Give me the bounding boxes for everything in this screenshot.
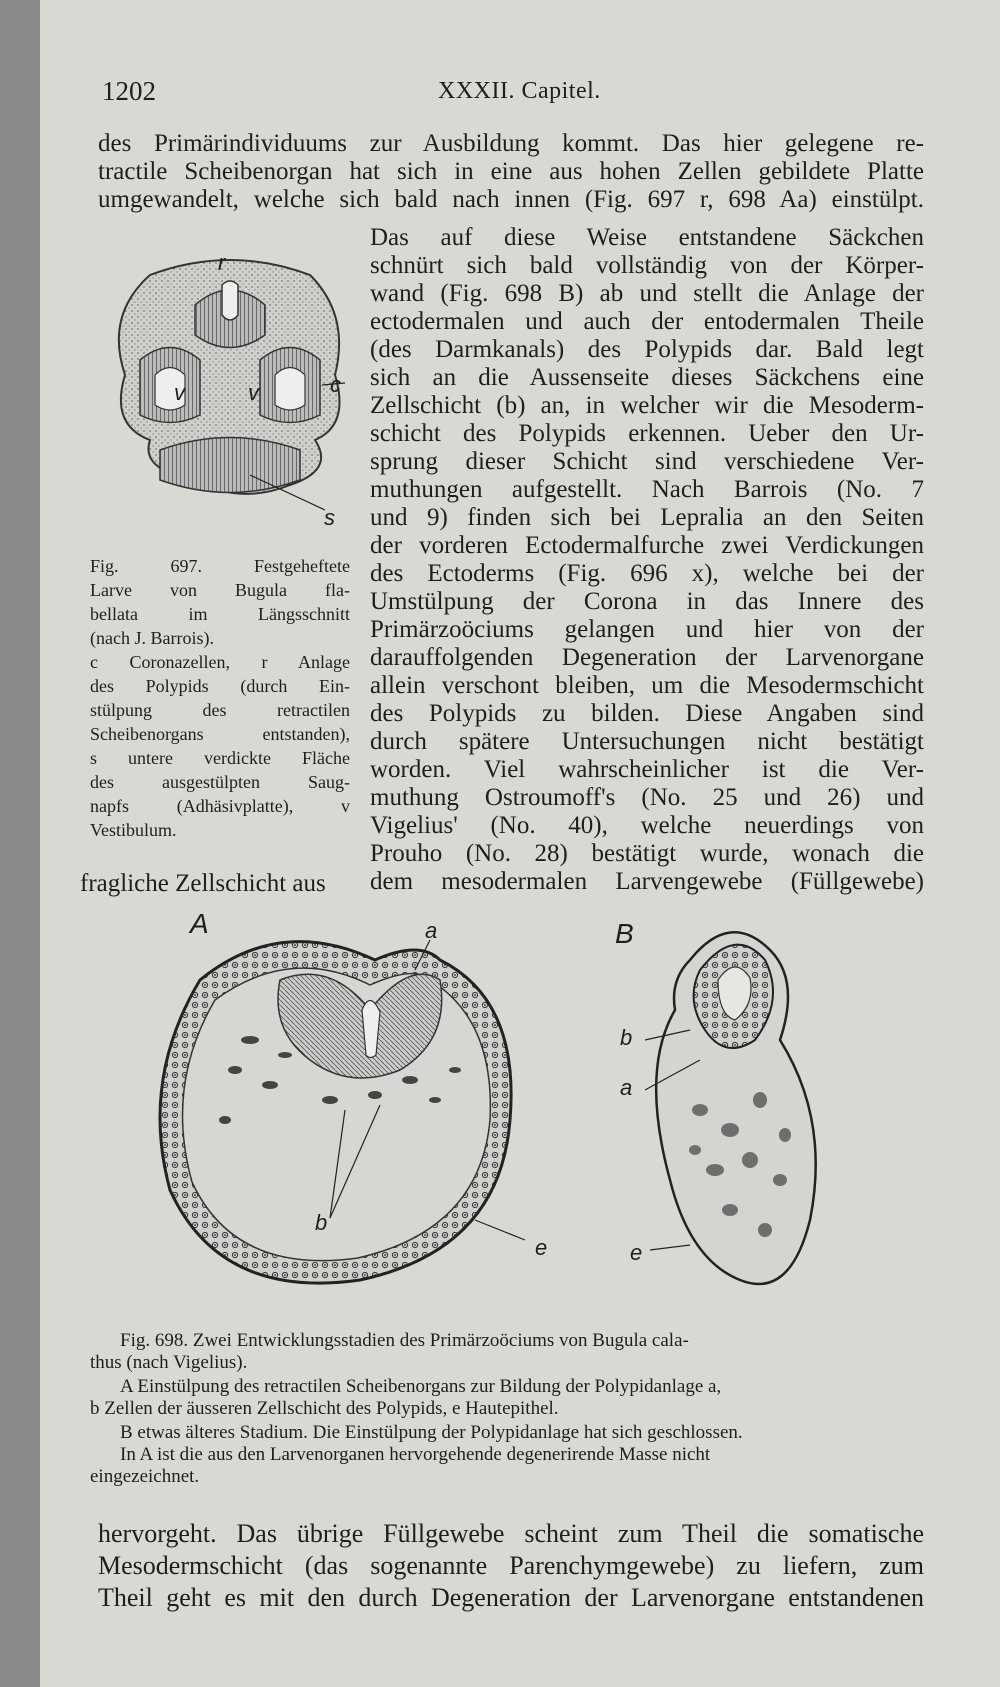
caption-line: Scheibenorgans entstanden),: [90, 724, 350, 744]
caption-line: des Polypids (durch Ein-: [90, 676, 350, 696]
caption-line: Vestibulum.: [90, 820, 177, 840]
fig697-label-v: v: [174, 380, 185, 405]
text-line: Umstülpung der Corona in das Innere des: [370, 588, 924, 615]
text-line: Theil geht es mit den durch Degeneration der Larvenorgane entstandenen: [98, 1583, 924, 1612]
caption-line: b Zellen der äusseren Zellschicht des Polypids, e Hautepithel.: [90, 1398, 559, 1419]
fig697-label-v: v: [248, 380, 259, 405]
caption-line: Fig. 698. Zwei Entwicklungsstadien des Primärzoöciums von Bugula cala-: [120, 1330, 689, 1351]
text-line: durch spätere Untersuchungen nicht bestätigt: [370, 728, 924, 755]
text-line-right: dem mesodermalen Larvengewebe (Füllgewebe): [370, 868, 924, 895]
text-line: worden. Viel wahrscheinlicher ist die Ver-: [370, 756, 924, 783]
text-line: der vorderen Ectodermalfurche zwei Verdickungen: [370, 532, 924, 559]
caption-line: Fig. 697. Festgeheftete: [90, 556, 350, 576]
text-line: Primärzoöciums gelangen und hier von der: [370, 616, 924, 643]
text-line: sprung dieser Schicht sind verschiedene Ver-: [370, 448, 924, 475]
text-line: hervorgeht. Das übrige Füllgewebe scheint zum Theil die somatische: [98, 1519, 924, 1548]
text-line: schnürt sich bald vollständig von der Körper-: [370, 252, 924, 279]
caption-line: stülpung des retractilen: [90, 700, 350, 720]
text-line: des Primärindividuums zur Ausbildung kommt. Das hier gelegene re-: [98, 130, 924, 157]
book-page: [40, 0, 1000, 1687]
text-line: Zellschicht (b) an, in welcher wir die Mesoderm-: [370, 392, 924, 419]
fig698-label-B: B: [615, 918, 634, 949]
caption-line: (nach J. Barrois).: [90, 628, 214, 648]
text-line: allein verschont bleiben, um die Mesodermschicht: [370, 672, 924, 699]
fig697-label-s: s: [324, 505, 335, 530]
caption-line: c Coronazellen, r Anlage: [90, 652, 350, 672]
fig698-label-a: a: [620, 1075, 633, 1100]
text-line: muthungen aufgestellt. Nach Barrois (No. 7: [370, 476, 924, 503]
fig698-label-a: a: [425, 918, 438, 943]
text-line: und 9) finden sich bei Lepralia an den Seiten: [370, 504, 924, 531]
text-line: ectodermalen und auch der entodermalen Theile: [370, 308, 924, 335]
fig698-label-b: b: [620, 1025, 633, 1050]
text-line: schicht des Polypids erkennen. Ueber den Ur-: [370, 420, 924, 447]
text-line: muthung Ostroumoff's (No. 25 und 26) und: [370, 784, 924, 811]
fig698-label-e: e: [535, 1235, 548, 1260]
text-line: (des Darmkanals) des Polypids dar. Bald legt: [370, 336, 924, 363]
text-line: sich an die Aussenseite dieses Säckchens eine: [370, 364, 924, 391]
caption-line: B etwas älteres Stadium. Die Einstülpung der Polypidanlage hat sich geschlossen.: [120, 1422, 743, 1443]
fig698-label-A: A: [190, 908, 209, 939]
fig698-label-b: b: [315, 1210, 328, 1235]
text-line: darauffolgenden Degeneration der Larvenorgane: [370, 644, 924, 671]
caption-line: Larve von Bugula fla-: [90, 580, 350, 600]
text-line: tractile Scheibenorgan hat sich in eine aus hohen Zellen gebildete Platte: [98, 158, 924, 185]
caption-line: s untere verdickte Fläche: [90, 748, 350, 768]
text-line-left: fragliche Zellschicht aus: [80, 870, 326, 897]
text-line: umgewandelt, welche sich bald nach innen (Fig. 697 r, 698 Aa) einstülpt.: [98, 186, 924, 213]
caption-line: eingezeichnet.: [90, 1466, 200, 1487]
caption-line: bellata im Längsschnitt: [90, 604, 350, 624]
fig698-label-e: e: [630, 1240, 643, 1265]
text-line: Mesodermschicht (das sogenannte Parenchymgewebe) zu liefern, zum: [98, 1551, 924, 1580]
caption-line: A Einstülpung des retractilen Scheibenorgans zur Bildung der Polypidanlage a,: [120, 1376, 722, 1397]
text-line: wand (Fig. 698 B) ab und stellt die Anlage der: [370, 280, 924, 307]
text-line: des Polypids zu bilden. Diese Angaben sind: [370, 700, 924, 727]
fig697-label-c: c: [330, 372, 341, 397]
text-line: Das auf diese Weise entstandene Säckchen: [370, 224, 924, 251]
caption-line: In A ist die aus den Larvenorganen hervorgehende degenerirende Masse nicht: [120, 1444, 711, 1465]
caption-line: thus (nach Vigelius).: [90, 1352, 248, 1373]
chapter-title: XXXII. Capitel.: [438, 78, 601, 104]
text-line: Vigelius' (No. 40), welche neuerdings von: [370, 812, 924, 839]
figure-697-drawing: [100, 255, 360, 535]
caption-line: des ausgestülpten Saug-: [90, 772, 350, 792]
page-number: 1202: [102, 76, 156, 106]
caption-line: napfs (Adhäsivplatte), v: [90, 796, 350, 816]
text-line: des Ectoderms (Fig. 696 x), welche bei der: [370, 560, 924, 587]
fig697-label-r: r: [218, 250, 226, 275]
text-line: Prouho (No. 28) bestätigt wurde, wonach die: [370, 840, 924, 867]
